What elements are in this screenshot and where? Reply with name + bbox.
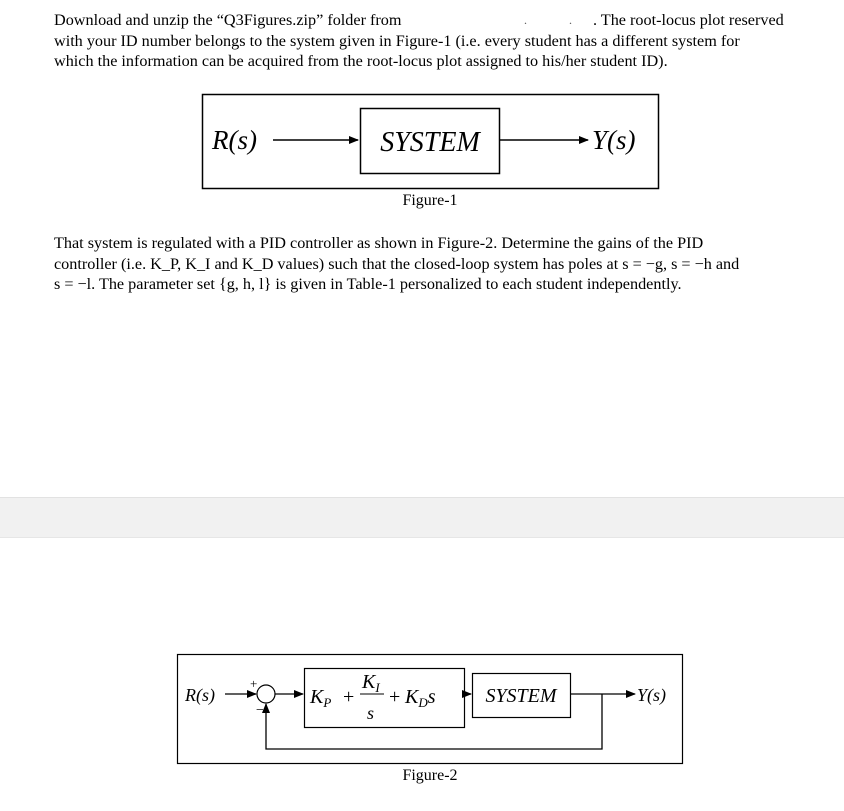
pid-controller-block bbox=[305, 669, 465, 728]
pid-ki: $K_I$ bbox=[362, 671, 380, 695]
figure-2-input-label: R(s) bbox=[185, 685, 215, 705]
figure-1-input-label: R(s) bbox=[212, 125, 257, 155]
intro-line-2: with your ID number belongs to the system given in Figure-1 (i.e. every student has a different system for bbox=[54, 31, 740, 50]
pid-kp: $K_P$ bbox=[310, 686, 332, 710]
figure-1-output-label: Y(s) bbox=[592, 125, 636, 155]
figure-2-frame bbox=[178, 655, 683, 764]
pid-plus-1: + bbox=[343, 686, 355, 708]
figure-2-caption: Figure-2 bbox=[402, 767, 458, 784]
figure-1-system-block bbox=[361, 109, 500, 174]
figure-2-system-label: SYSTEM bbox=[485, 685, 557, 707]
figure-2-system-block bbox=[473, 674, 571, 718]
pid-ki-sub: I bbox=[375, 680, 380, 695]
feedback-path bbox=[266, 694, 602, 749]
pid-kd: $K_Ds$ bbox=[405, 686, 436, 710]
pid-denominator: s bbox=[367, 703, 375, 723]
intro-line-1-end: . The root-locus plot reserved bbox=[593, 11, 784, 29]
summing-junction bbox=[257, 685, 275, 703]
plus-sign: + bbox=[250, 676, 258, 691]
pid-line-3: s = −l. The parameter set {g, h, l} is given in Table-1 personalized to each student independently. bbox=[54, 275, 682, 293]
figure-1-system-label: SYSTEM bbox=[380, 127, 480, 158]
figure-1-frame bbox=[203, 95, 659, 189]
pid-kp-sub: P bbox=[323, 695, 332, 710]
pid-kd-s: s bbox=[427, 686, 436, 708]
pid-line-2: controller (i.e. K_P, K_I and K_D values) such that the closed-loop system has poles at s = −g, s = −h and bbox=[54, 254, 740, 273]
figure-2-output-label: Y(s) bbox=[637, 685, 667, 705]
pid-paragraph bbox=[54, 233, 806, 295]
intro-line-1-start: Download and unzip the “Q3Figures.zip” folder from bbox=[54, 11, 402, 29]
intro-line-1 bbox=[54, 10, 806, 31]
page-break bbox=[0, 497, 844, 538]
intro-line-3: which the information can be acquired from the root-locus plot assigned to his/her student ID). bbox=[54, 52, 668, 70]
intro-paragraph bbox=[54, 10, 806, 72]
minus-sign: − bbox=[256, 703, 264, 718]
pid-plus-2: + bbox=[389, 686, 401, 708]
pid-line-1: That system is regulated with a PID controller as shown in Figure-2. Determine the gains of the PID bbox=[54, 234, 704, 252]
pid-kd-sub: D bbox=[418, 695, 428, 710]
figure-1-caption: Figure-1 bbox=[402, 192, 458, 209]
redacted-link: . . bbox=[524, 13, 572, 27]
